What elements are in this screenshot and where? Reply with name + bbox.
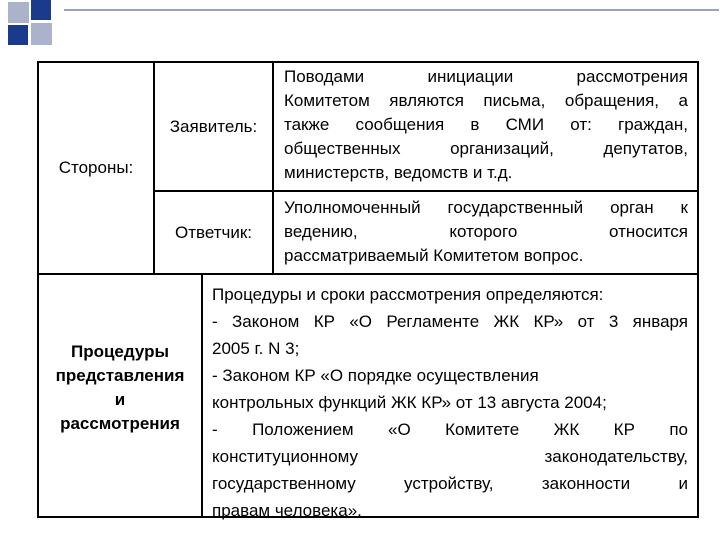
claimant-line: Комитетом являются письма, обращения, а — [284, 91, 688, 110]
claimant-line: министерств, ведомств и т.д. — [284, 163, 513, 182]
respondent-line: рассматриваемый Комитетом вопрос. — [284, 246, 584, 265]
claimant-line: Поводами инициации рассмотрения — [284, 67, 688, 86]
decor-square-light-1 — [8, 2, 29, 23]
procedures-line: государственному устройству, законности и — [212, 474, 688, 493]
procedures-cell — [39, 340, 201, 436]
table-border-col2 — [272, 61, 274, 275]
claimant-line: общественных организаций, депутатов, — [284, 139, 688, 158]
respondent-label: Ответчик: — [174, 222, 253, 242]
procedures-label-line: Процедуры — [70, 342, 170, 361]
parties-label: Стороны: — [58, 158, 134, 177]
table-border-row — [37, 273, 699, 275]
decor-square-light-2 — [31, 23, 52, 45]
claimant-description — [284, 65, 688, 185]
table-border-right — [697, 61, 699, 518]
procedures-label-line: и — [114, 390, 126, 409]
procedures-line: - Положением «О Комитете ЖК КР по — [212, 420, 688, 439]
claimant-cell — [155, 63, 272, 190]
procedures-line: 2005 г. N 3; — [212, 339, 300, 358]
procedures-description — [212, 281, 688, 524]
procedures-label-line: представления — [55, 366, 185, 385]
claimant-label: Заявитель: — [169, 116, 258, 136]
parties-cell — [39, 63, 153, 273]
header-rule — [64, 9, 719, 11]
procedures-line: - Законом КР «О Регламенте ЖК КР» от 3 января — [212, 312, 688, 331]
procedures-line: - Законом КР «О порядке осуществления — [212, 366, 539, 385]
table-border-col-row2 — [201, 273, 203, 518]
procedures-line: контрольных функций ЖК КР» от 13 августа 2004; — [212, 393, 607, 412]
procedures-line: конституционному законодательству, — [212, 447, 688, 466]
procedures-label-line: рассмотрения — [60, 414, 180, 433]
respondent-line: ведению, которого относится — [284, 222, 688, 241]
respondent-line: Уполномоченный государственный орган к — [284, 198, 688, 217]
respondent-cell — [155, 192, 272, 273]
procedures-line: Процедуры и сроки рассмотрения определяются: — [212, 285, 604, 304]
claimant-line: также сообщения в СМИ от: граждан, — [284, 115, 688, 134]
procedures-line: правам человека». — [212, 501, 362, 520]
decor-square-blue-1 — [31, 0, 51, 20]
decor-square-blue-2 — [8, 25, 28, 45]
respondent-description — [284, 196, 688, 268]
